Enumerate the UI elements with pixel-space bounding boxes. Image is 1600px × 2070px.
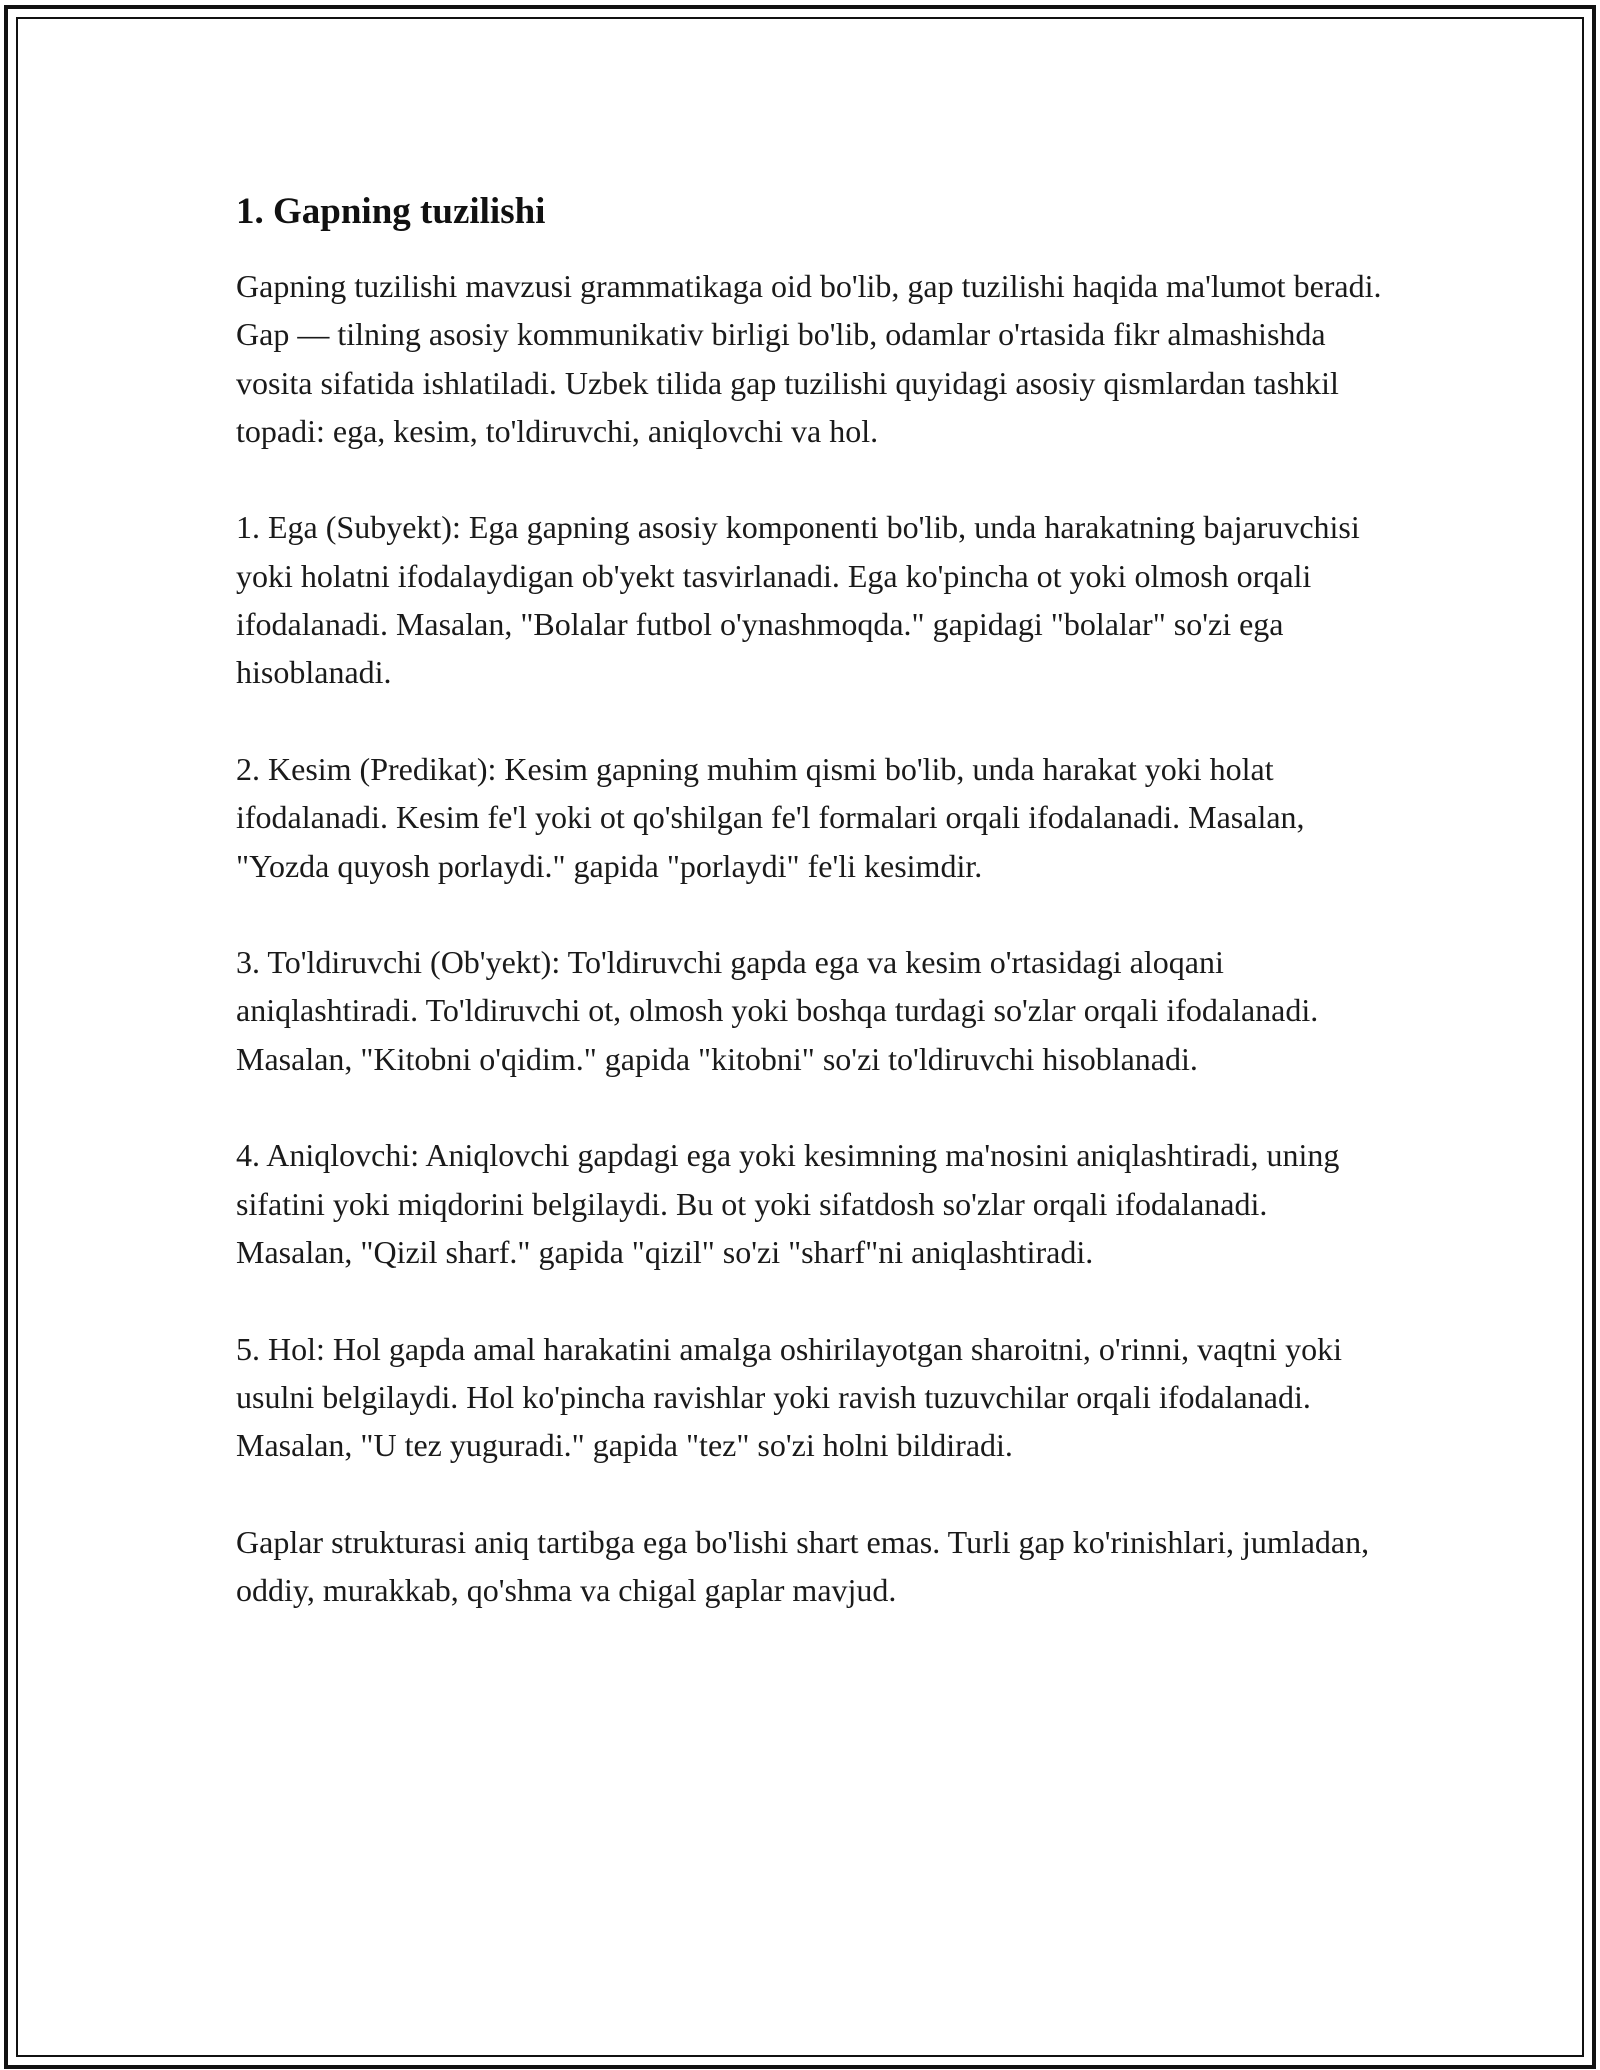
- paragraph-hol: 5. Hol: Hol gapda amal harakatini amalga oshirilayotgan sharoitni, o'rinni, vaqtni yoki usulni belgilaydi. Hol ko'pincha ravishlar yoki ravish tuzuvchilar orqali ifodalanadi. Masalan, "U tez yuguradi." gapida "tez" so'zi holni bildiradi.: [236, 1330, 1342, 1464]
- closing-paragraph: Gaplar strukturasi aniq tartibga ega bo'lishi shart emas. Turli gap ko'rinishlari, jumladan, oddiy, murakkab, qo'shma va chigal gaplar mavjud.: [236, 1523, 1370, 1609]
- paragraph-aniqlovchi: 4. Aniqlovchi: Aniqlovchi gapdagi ega yoki kesimning ma'nosini aniqlashtiradi, uning sifatini yoki miqdorini belgilaydi. Bu ot yoki sifatdosh so'zlar orqali ifodalanadi. Masalan, "Qizil sharf." gapida "qizil" so'zi "sharf"ni aniqlashtiradi.: [236, 1137, 1340, 1270]
- section-heading: 1. Gapning tuzilishi: [236, 191, 546, 232]
- intro-paragraph: Gapning tuzilishi mavzusi grammatikaga oid bo'lib, gap tuzilishi haqida ma'lumot beradi. Gap — tilning asosiy kommunikativ birligi bo'lib, odamlar o'rtasida fikr almashishda vosita sifatida ishlatiladi. Uzbek tilida gap tuzilishi quyidagi asosiy qismlardan tashkil topadi: ega, kesim, to'ldiruvchi, aniqlovchi va hol.: [236, 268, 1382, 449]
- paragraph-toldiruvchi: 3. To'ldiruvchi (Ob'yekt): To'ldiruvchi gapda ega va kesim o'rtasidagi aloqani aniqlashtiradi. To'ldiruvchi ot, olmosh yoki boshqa turdagi so'zlar orqali ifodalanadi. Masalan, "Kitobni o'qidim." gapida "kitobni" so'zi to'ldiruvchi hisoblanadi.: [236, 944, 1319, 1077]
- paragraph-ega: 1. Ega (Subyekt): Ega gapning asosiy komponenti bo'lib, unda harakatning bajaruvchisi yoki holatni ifodalaydigan ob'yekt tasvirlanadi. Ega ko'pincha ot yoki olmosh orqali ifodalanadi. Masalan, "Bolalar futbol o'ynashmoqda." gapidagi "bolalar" so'zi ega hisoblanadi.: [236, 509, 1360, 691]
- document-body: [236, 188, 1386, 1614]
- paragraph-kesim: 2. Kesim (Predikat): Kesim gapning muhim qismi bo'lib, unda harakat yoki holat ifodalanadi. Kesim fe'l yoki ot qo'shilgan fe'l formalari orqali ifodalanadi. Masalan, "Yozda quyosh porlaydi." gapida "porlaydi" fe'li kesimdir.: [236, 750, 1305, 884]
